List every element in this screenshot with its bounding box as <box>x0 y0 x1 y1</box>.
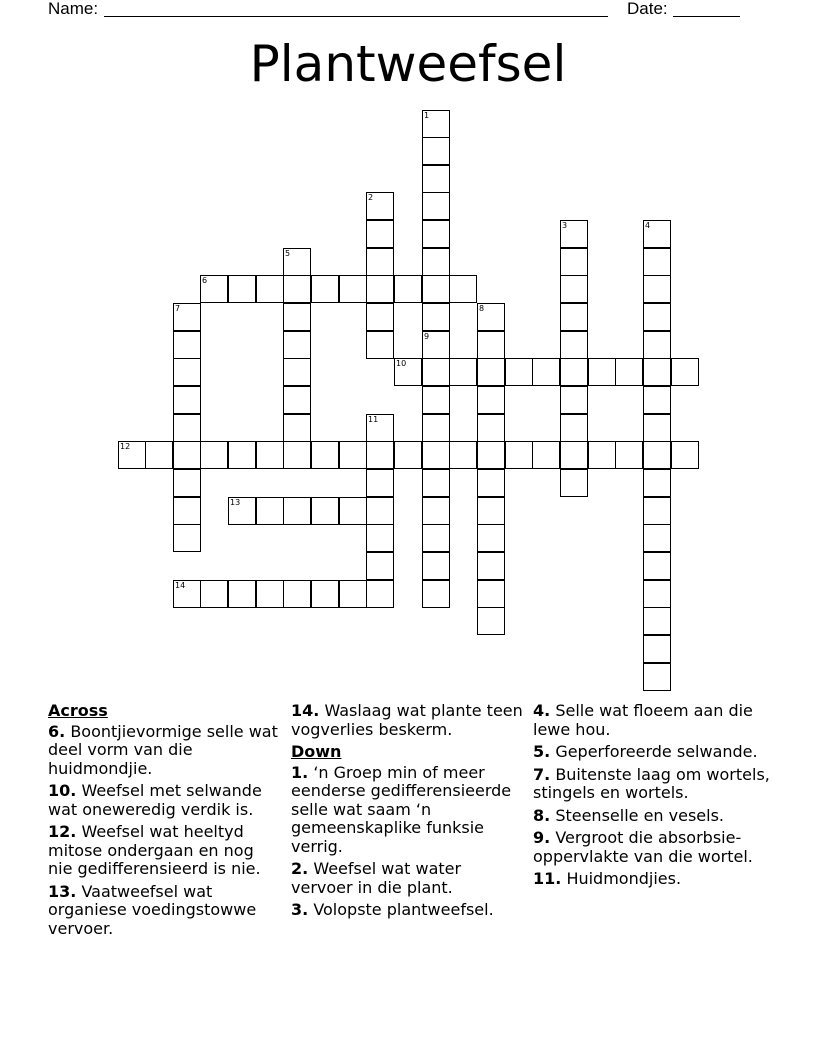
crossword-cell[interactable] <box>283 275 311 303</box>
crossword-cell[interactable] <box>422 192 450 220</box>
cell-number: 5 <box>285 249 291 258</box>
crossword-cell[interactable] <box>366 552 394 580</box>
cell-number: 2 <box>368 193 374 202</box>
crossword-cell[interactable] <box>339 441 367 469</box>
crossword-cell[interactable] <box>422 469 450 497</box>
crossword-cell[interactable] <box>173 497 201 525</box>
clue-number: 8. <box>533 805 551 825</box>
crossword-cell[interactable] <box>643 552 671 580</box>
crossword-cell[interactable] <box>615 358 643 386</box>
clue-text: Weefsel met selwande wat oneweredig verdik is. <box>48 781 262 819</box>
crossword-cell[interactable] <box>422 248 450 276</box>
crossword-cell[interactable] <box>311 275 339 303</box>
clue-down-2 <box>291 860 523 897</box>
crossword-cell[interactable] <box>366 414 394 442</box>
crossword-cell[interactable] <box>256 580 284 608</box>
crossword-cell[interactable] <box>366 441 394 469</box>
crossword-cell[interactable] <box>228 275 256 303</box>
crossword-cell[interactable] <box>671 358 699 386</box>
crossword-cell[interactable] <box>200 580 228 608</box>
crossword-cell[interactable] <box>643 414 671 442</box>
crossword-cell[interactable] <box>643 303 671 331</box>
crossword-cell[interactable] <box>311 441 339 469</box>
crossword-cell[interactable] <box>173 303 201 331</box>
clue-text: Volopste plantweefsel. <box>313 900 494 919</box>
clue-number: 10. <box>48 781 77 800</box>
crossword-cell[interactable] <box>560 248 588 276</box>
crossword-cell[interactable] <box>643 580 671 608</box>
crossword-cell[interactable] <box>643 497 671 525</box>
clue-number: 2. <box>291 859 309 878</box>
clue-number: 7. <box>533 764 551 784</box>
crossword-cell[interactable] <box>283 497 311 525</box>
crossword-cell[interactable] <box>477 497 505 525</box>
crossword-cell[interactable] <box>477 386 505 414</box>
crossword-cell[interactable] <box>422 524 450 552</box>
clue-text: Vergroot die absorbsie-oppervlakte van die wortel. <box>533 828 753 866</box>
crossword-cell[interactable] <box>283 303 311 331</box>
clue-number: 1. <box>291 762 309 782</box>
crossword-cell[interactable] <box>505 441 533 469</box>
cell-number: 11 <box>368 415 379 424</box>
crossword-cell[interactable] <box>173 358 201 386</box>
crossword-cell[interactable] <box>477 580 505 608</box>
crossword-cell[interactable] <box>311 580 339 608</box>
crossword-cell[interactable] <box>394 441 422 469</box>
crossword-cell[interactable] <box>256 441 284 469</box>
clue-column-1 <box>48 702 280 942</box>
crossword-cell[interactable] <box>477 441 505 469</box>
crossword-cell[interactable] <box>449 441 477 469</box>
crossword-cell[interactable] <box>643 386 671 414</box>
clue-across-6 <box>48 723 280 779</box>
crossword-cell[interactable] <box>228 441 256 469</box>
clue-text: Steenselle en vesels. <box>555 805 724 825</box>
crossword-cell[interactable] <box>422 331 450 359</box>
crossword-cell[interactable] <box>339 580 367 608</box>
crossword-cell[interactable] <box>532 358 560 386</box>
page-title: Plantweefsel <box>249 35 567 93</box>
clue-text: Geperforeerde selwande. <box>555 742 758 761</box>
crossword-cell[interactable] <box>643 358 671 386</box>
crossword-cell[interactable] <box>588 441 616 469</box>
crossword-cell[interactable] <box>532 441 560 469</box>
crossword-cell[interactable] <box>200 441 228 469</box>
crossword-cell[interactable] <box>615 441 643 469</box>
cell-number: 6 <box>202 276 208 285</box>
crossword-cell[interactable] <box>422 497 450 525</box>
clue-down-4 <box>533 702 773 739</box>
crossword-cell[interactable] <box>283 248 311 276</box>
clue-number: 3. <box>291 900 309 919</box>
crossword-cell[interactable] <box>339 497 367 525</box>
crossword-cell[interactable] <box>422 110 450 138</box>
crossword-cell[interactable] <box>422 220 450 248</box>
crossword-cell[interactable] <box>643 248 671 276</box>
date-label: Date: <box>627 0 668 18</box>
crossword-cell[interactable] <box>643 635 671 663</box>
crossword-cell[interactable] <box>366 220 394 248</box>
crossword-cell[interactable] <box>477 358 505 386</box>
crossword-cell[interactable] <box>283 441 311 469</box>
crossword-cell[interactable] <box>422 552 450 580</box>
cell-number: 7 <box>175 304 181 313</box>
crossword-cell[interactable] <box>422 137 450 165</box>
crossword-cell[interactable] <box>283 331 311 359</box>
crossword-cell[interactable] <box>173 331 201 359</box>
clue-text: Waslaag wat plante teen vogverlies beskerm. <box>291 701 523 739</box>
clue-column-3 <box>533 702 773 893</box>
crossword-cell[interactable] <box>228 497 256 525</box>
clue-number: 11. <box>533 869 562 888</box>
crossword-cell[interactable] <box>366 303 394 331</box>
clue-down-3 <box>291 901 523 920</box>
cell-number: 12 <box>120 442 131 451</box>
clue-down-1 <box>291 764 523 857</box>
crossword-cell[interactable] <box>283 386 311 414</box>
crossword-cell[interactable] <box>505 358 533 386</box>
clue-text: Weefsel wat water vervoer in die plant. <box>291 859 462 897</box>
crossword-cell[interactable] <box>422 303 450 331</box>
crossword-cell[interactable] <box>145 441 173 469</box>
crossword-cell[interactable] <box>256 275 284 303</box>
cell-number: 9 <box>424 332 430 341</box>
crossword-cell[interactable] <box>477 331 505 359</box>
clue-text: Buitenste laag om wortels, stingels en wortels. <box>533 764 770 802</box>
crossword-cell[interactable] <box>560 386 588 414</box>
crossword-cell[interactable] <box>422 580 450 608</box>
clue-down-11 <box>533 870 773 889</box>
crossword-cell[interactable] <box>643 524 671 552</box>
crossword-cell[interactable] <box>643 331 671 359</box>
crossword-cell[interactable] <box>366 524 394 552</box>
crossword-cell[interactable] <box>643 220 671 248</box>
clue-number: 14. <box>291 701 320 720</box>
clue-number: 12. <box>48 822 77 841</box>
crossword-cell[interactable] <box>477 303 505 331</box>
cell-number: 8 <box>479 304 485 313</box>
clue-number: 5. <box>533 742 551 761</box>
clue-across-14 <box>291 702 523 739</box>
crossword-cell[interactable] <box>339 275 367 303</box>
crossword-cell[interactable] <box>560 331 588 359</box>
name-label: Name: <box>48 0 99 18</box>
crossword-cell[interactable] <box>394 275 422 303</box>
crossword-cell[interactable] <box>643 663 671 691</box>
crossword-cell[interactable] <box>283 414 311 442</box>
clue-text: Vaatweefsel wat organiese voedingstowwe vervoer. <box>48 881 257 938</box>
crossword-cell[interactable] <box>643 469 671 497</box>
crossword-cell[interactable] <box>477 607 505 635</box>
clue-text: ‘n Groep min of meer eenderse gedifferensieerde selle wat saam ‘n gemeenskaplike funksie verrig. <box>291 762 512 856</box>
crossword-cell[interactable] <box>449 358 477 386</box>
cell-number: 13 <box>230 498 241 507</box>
crossword-cell[interactable] <box>560 441 588 469</box>
crossword-cell[interactable] <box>588 358 616 386</box>
crossword-cell[interactable] <box>366 331 394 359</box>
crossword-cell[interactable] <box>283 580 311 608</box>
cell-number: 1 <box>424 111 430 120</box>
crossword-cell[interactable] <box>422 275 450 303</box>
crossword-cell[interactable] <box>200 275 228 303</box>
crossword-cell[interactable] <box>311 497 339 525</box>
clue-down-5 <box>533 743 773 762</box>
clue-column-2 <box>291 702 523 924</box>
crossword-cell[interactable] <box>394 358 422 386</box>
clue-text: Huidmondjies. <box>566 869 682 888</box>
crossword-cell[interactable] <box>449 275 477 303</box>
clue-across-10 <box>48 782 280 819</box>
clue-text: Weefsel wat heeltyd mitose ondergaan en nog nie gedifferensieerd is nie. <box>48 822 261 878</box>
crossword-cell[interactable] <box>560 358 588 386</box>
clue-text: Selle wat floeem aan die lewe hou. <box>533 701 753 739</box>
crossword-cell[interactable] <box>366 497 394 525</box>
crossword-cell[interactable] <box>173 414 201 442</box>
across-heading: Across <box>48 701 108 720</box>
cell-number: 14 <box>175 581 186 590</box>
crossword-cell[interactable] <box>422 414 450 442</box>
cell-number: 3 <box>562 221 568 230</box>
crossword-cell[interactable] <box>643 441 671 469</box>
crossword-cell[interactable] <box>422 386 450 414</box>
crossword-cell[interactable] <box>173 469 201 497</box>
clue-across-12 <box>48 823 280 879</box>
crossword-cell[interactable] <box>256 497 284 525</box>
crossword-cell[interactable] <box>173 441 201 469</box>
clue-text: Boontjievormige selle wat deel vorm van die huidmondjie. <box>48 721 278 778</box>
crossword-cell[interactable] <box>366 192 394 220</box>
crossword-cell[interactable] <box>643 275 671 303</box>
clue-number: 6. <box>48 721 66 741</box>
clue-down-9 <box>533 829 773 866</box>
crossword-cell[interactable] <box>477 552 505 580</box>
crossword-cell[interactable] <box>118 441 146 469</box>
down-heading: Down <box>291 742 342 761</box>
clue-number: 9. <box>533 828 551 847</box>
crossword-cell[interactable] <box>560 275 588 303</box>
crossword-cell[interactable] <box>283 358 311 386</box>
crossword-cell[interactable] <box>422 358 450 386</box>
crossword-cell[interactable] <box>477 469 505 497</box>
crossword-cell[interactable] <box>560 414 588 442</box>
crossword-cell[interactable] <box>422 165 450 193</box>
crossword-cell[interactable] <box>477 414 505 442</box>
cell-number: 10 <box>396 359 407 368</box>
crossword-cell[interactable] <box>366 275 394 303</box>
crossword-cell[interactable] <box>366 469 394 497</box>
crossword-cell[interactable] <box>366 580 394 608</box>
clue-down-7 <box>533 766 773 803</box>
crossword-cell[interactable] <box>173 580 201 608</box>
crossword-cell[interactable] <box>173 524 201 552</box>
crossword-cell[interactable] <box>422 441 450 469</box>
crossword-cell[interactable] <box>560 303 588 331</box>
crossword-cell[interactable] <box>671 441 699 469</box>
clue-number: 13. <box>48 881 77 901</box>
crossword-cell[interactable] <box>228 580 256 608</box>
crossword-cell[interactable] <box>643 607 671 635</box>
crossword-cell[interactable] <box>560 469 588 497</box>
clue-number: 4. <box>533 701 551 720</box>
crossword-cell[interactable] <box>173 386 201 414</box>
crossword-cell[interactable] <box>477 524 505 552</box>
crossword-cell[interactable] <box>560 220 588 248</box>
cell-number: 4 <box>645 221 651 230</box>
crossword-cell[interactable] <box>366 248 394 276</box>
clue-across-13 <box>48 883 280 939</box>
clue-down-8 <box>533 807 773 826</box>
